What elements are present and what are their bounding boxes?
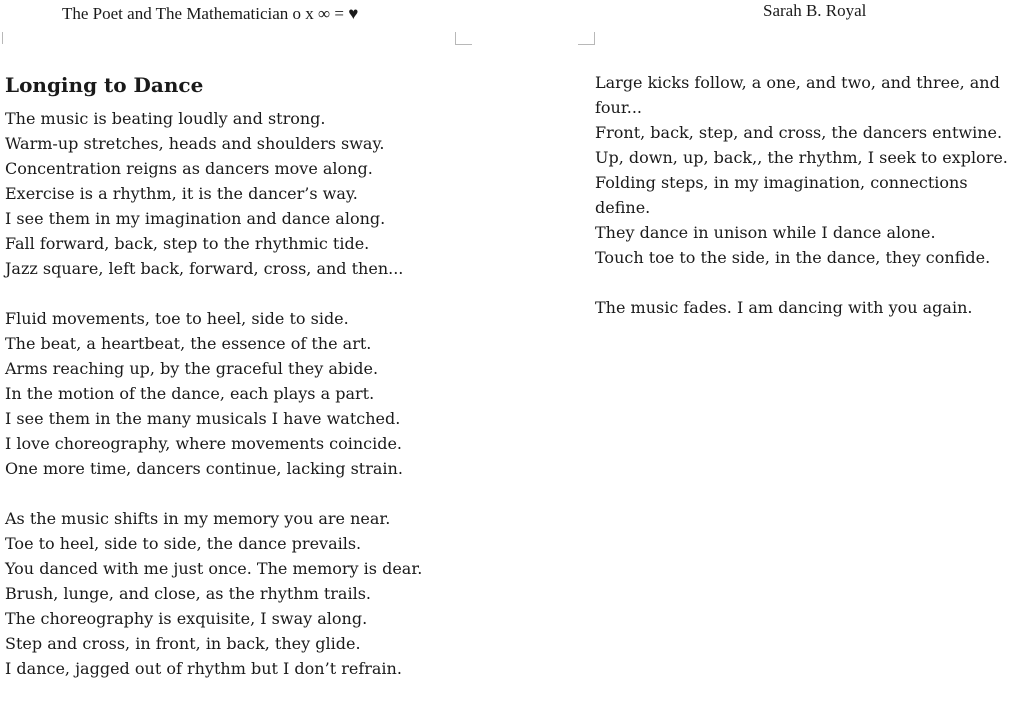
margin-corner-mark	[578, 32, 595, 45]
poem-line: Folding steps, in my imagination, connections define.	[595, 173, 968, 217]
margin-corner-mark	[455, 32, 472, 45]
poem-line: One more time, dancers continue, lacking strain.	[5, 459, 403, 478]
poem-line: Arms reaching up, by the graceful they abide.	[5, 359, 379, 378]
poem-line: Touch toe to the side, in the dance, they confide.	[595, 248, 991, 267]
stanza-2	[5, 306, 455, 481]
header-left-title: The Poet and The Mathematician o x ∞ = ♥	[62, 4, 359, 23]
poem-line: You danced with me just once. The memory is dear.	[5, 559, 423, 578]
poem-line: Large kicks follow, a one, and two, and three, and four...	[595, 73, 1000, 117]
poem-line: The beat, a heartbeat, the essence of the art.	[5, 334, 372, 353]
poem-line: I dance, jagged out of rhythm but I don’t refrain.	[5, 659, 402, 678]
poem-line: They dance in unison while I dance alone.	[595, 223, 936, 242]
poem-line: Fall forward, back, step to the rhythmic tide.	[5, 234, 370, 253]
poem-line: Front, back, step, and cross, the dancers entwine.	[595, 123, 1003, 142]
poem-line: The choreography is exquisite, I sway along.	[5, 609, 368, 628]
poem-line: Warm-up stretches, heads and shoulders sway.	[5, 134, 385, 153]
poem-column-left	[5, 72, 455, 706]
stanza-4	[595, 70, 1023, 270]
poem-line: As the music shifts in my memory you are near.	[5, 509, 391, 528]
poem-line: Jazz square, left back, forward, cross, and then...	[5, 259, 404, 278]
poem-title: Longing to Dance	[5, 73, 204, 97]
stanza-5	[595, 295, 1023, 320]
header-author: Sarah B. Royal	[763, 1, 867, 20]
poem-line: Fluid movements, toe to heel, side to side.	[5, 309, 349, 328]
poem-line: I see them in my imagination and dance along.	[5, 209, 386, 228]
poem-line: Up, down, up, back,, the rhythm, I seek to explore.	[595, 148, 1008, 167]
poem-line: I see them in the many musicals I have watched.	[5, 409, 401, 428]
poem-line: Concentration reigns as dancers move along.	[5, 159, 373, 178]
poem-line: Toe to heel, side to side, the dance prevails.	[5, 534, 362, 553]
poem-line: The music is beating loudly and strong.	[5, 109, 326, 128]
margin-corner-mark	[2, 32, 17, 44]
stanza-3	[5, 506, 455, 681]
poem-line: Exercise is a rhythm, it is the dancer’s way.	[5, 184, 358, 203]
poem-line: In the motion of the dance, each plays a part.	[5, 384, 375, 403]
poem-line: I love choreography, where movements coincide.	[5, 434, 403, 453]
poem-line: Step and cross, in front, in back, they glide.	[5, 634, 361, 653]
poem-line: The music fades. I am dancing with you again.	[595, 298, 973, 317]
poem-column-right	[595, 70, 1023, 345]
poem-line: Brush, lunge, and close, as the rhythm trails.	[5, 584, 371, 603]
stanza-1	[5, 106, 455, 281]
